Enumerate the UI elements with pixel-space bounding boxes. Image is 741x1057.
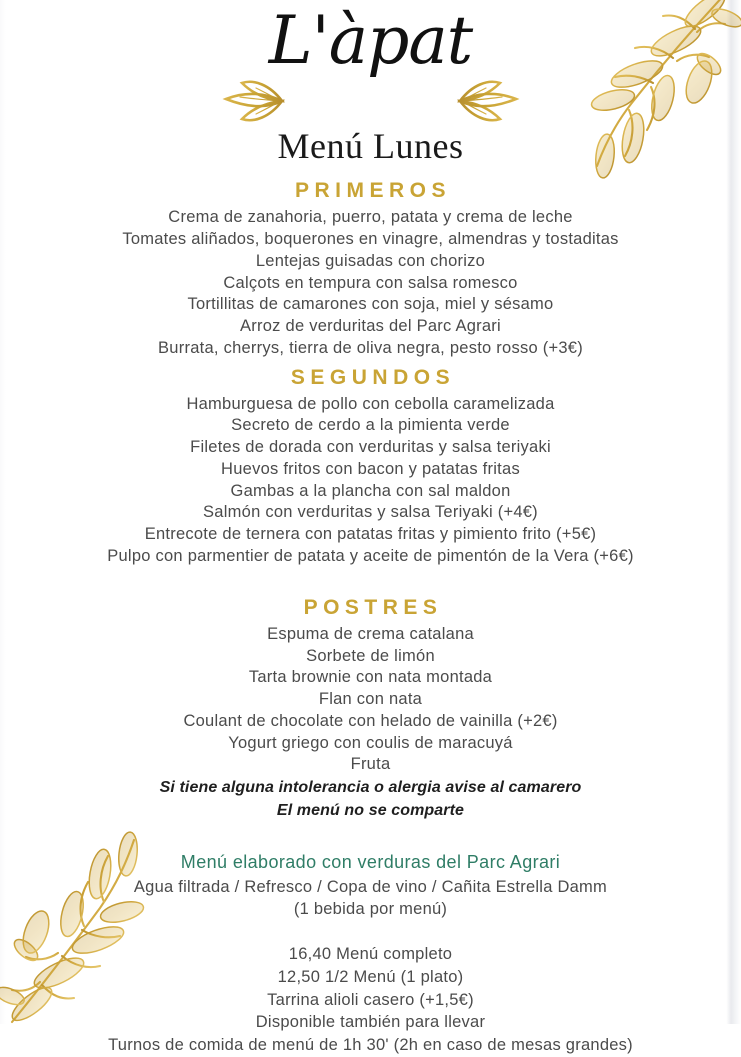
spacer — [22, 823, 719, 849]
dish-list-segundos — [22, 394, 719, 568]
dish-item: Sorbete de limón — [306, 646, 435, 665]
section-title-postres: POSTRES — [303, 595, 443, 619]
spacer — [22, 921, 719, 943]
dish-item: Tomates aliñados, boquerones en vinagre, almendras y tostaditas — [122, 230, 619, 249]
dish-item: Yogurt griego con coulis de maracuyá — [228, 733, 513, 752]
dish-item: Lentejas guisadas con chorizo — [255, 251, 486, 270]
dish-item: Pulpo con parmentier de patata y aceite de pimentón de la Vera (+6€) — [107, 547, 634, 566]
allergy-notice: Si tiene alguna intolerancia o alergia avise al camarero — [159, 779, 582, 797]
dish-item: Crema de zanahoria, puerro, patata y crema de leche — [168, 208, 573, 227]
spacer — [22, 568, 719, 590]
dish-item: Gambas a la plancha con sal maldon — [230, 481, 511, 500]
dish-item: Flan con nata — [318, 690, 423, 709]
price-half-menu: 12,50 1/2 Menú (1 plato) — [277, 967, 464, 986]
dish-item: Secreto de cerdo a la pimienta verde — [231, 416, 510, 435]
menu-day-title: Menú Lunes — [277, 126, 464, 167]
notice-block — [22, 776, 719, 822]
price-full-menu: 16,40 Menú completo — [288, 945, 453, 964]
dish-item: Tortillitas de camarones con soja, miel y sésamo — [187, 295, 554, 314]
dish-item: Calçots en tempura con salsa romesco — [223, 273, 518, 292]
dish-item: Arroz de verduritas del Parc Agrari — [240, 317, 501, 336]
dish-item: Entrecote de ternera con patatas fritas y pimiento frito (+5€) — [144, 525, 597, 544]
section-title-segundos: SEGUNDOS — [290, 365, 456, 389]
dish-item: Salmón con verduritas y salsa Teriyaki (+4€) — [203, 503, 538, 522]
dish-item: Filetes de dorada con verduritas y salsa teriyaki — [190, 438, 551, 457]
section-title-primeros: PRIMEROS — [294, 179, 451, 203]
menu-content — [0, 173, 741, 1057]
dish-item: Burrata, cherrys, tierra de oliva negra, pesto rosso (+3€) — [158, 338, 583, 357]
drinks-limit: (1 bebida por menú) — [293, 900, 448, 919]
takeaway-note: Disponible también para llevar — [255, 1013, 486, 1032]
dish-item: Tarta brownie con nata montada — [248, 668, 493, 687]
price-alioli: Tarrina alioli casero (+1,5€) — [267, 990, 474, 1009]
dish-list-primeros — [22, 207, 719, 359]
drinks-options: Agua filtrada / Refresco / Copa de vino / Cañita Estrella Damm — [133, 877, 608, 896]
restaurant-logo: L'àpat — [268, 2, 473, 79]
arrow-leaf-divider-icon — [216, 77, 526, 123]
seating-time-note: Turnos de comida de menú de 1h 30' (2h en caso de mesas grandes) — [108, 1036, 633, 1055]
dish-item: Hamburguesa de pollo con cebolla caramelizada — [186, 394, 555, 413]
sharing-notice: El menú no se comparte — [276, 802, 465, 820]
dish-item: Fruta — [350, 755, 391, 774]
menu-header — [0, 0, 741, 173]
dish-item: Espuma de crema catalana — [267, 624, 474, 643]
dish-item: Coulant de chocolate con helado de vainilla (+2€) — [183, 711, 558, 730]
dish-item: Huevos fritos con bacon y patatas fritas — [221, 459, 520, 478]
dish-list-postres — [22, 624, 719, 776]
parc-agrari-highlight: Menú elaborado con verduras del Parc Agrari — [180, 851, 561, 872]
pricing-block — [22, 943, 719, 1057]
